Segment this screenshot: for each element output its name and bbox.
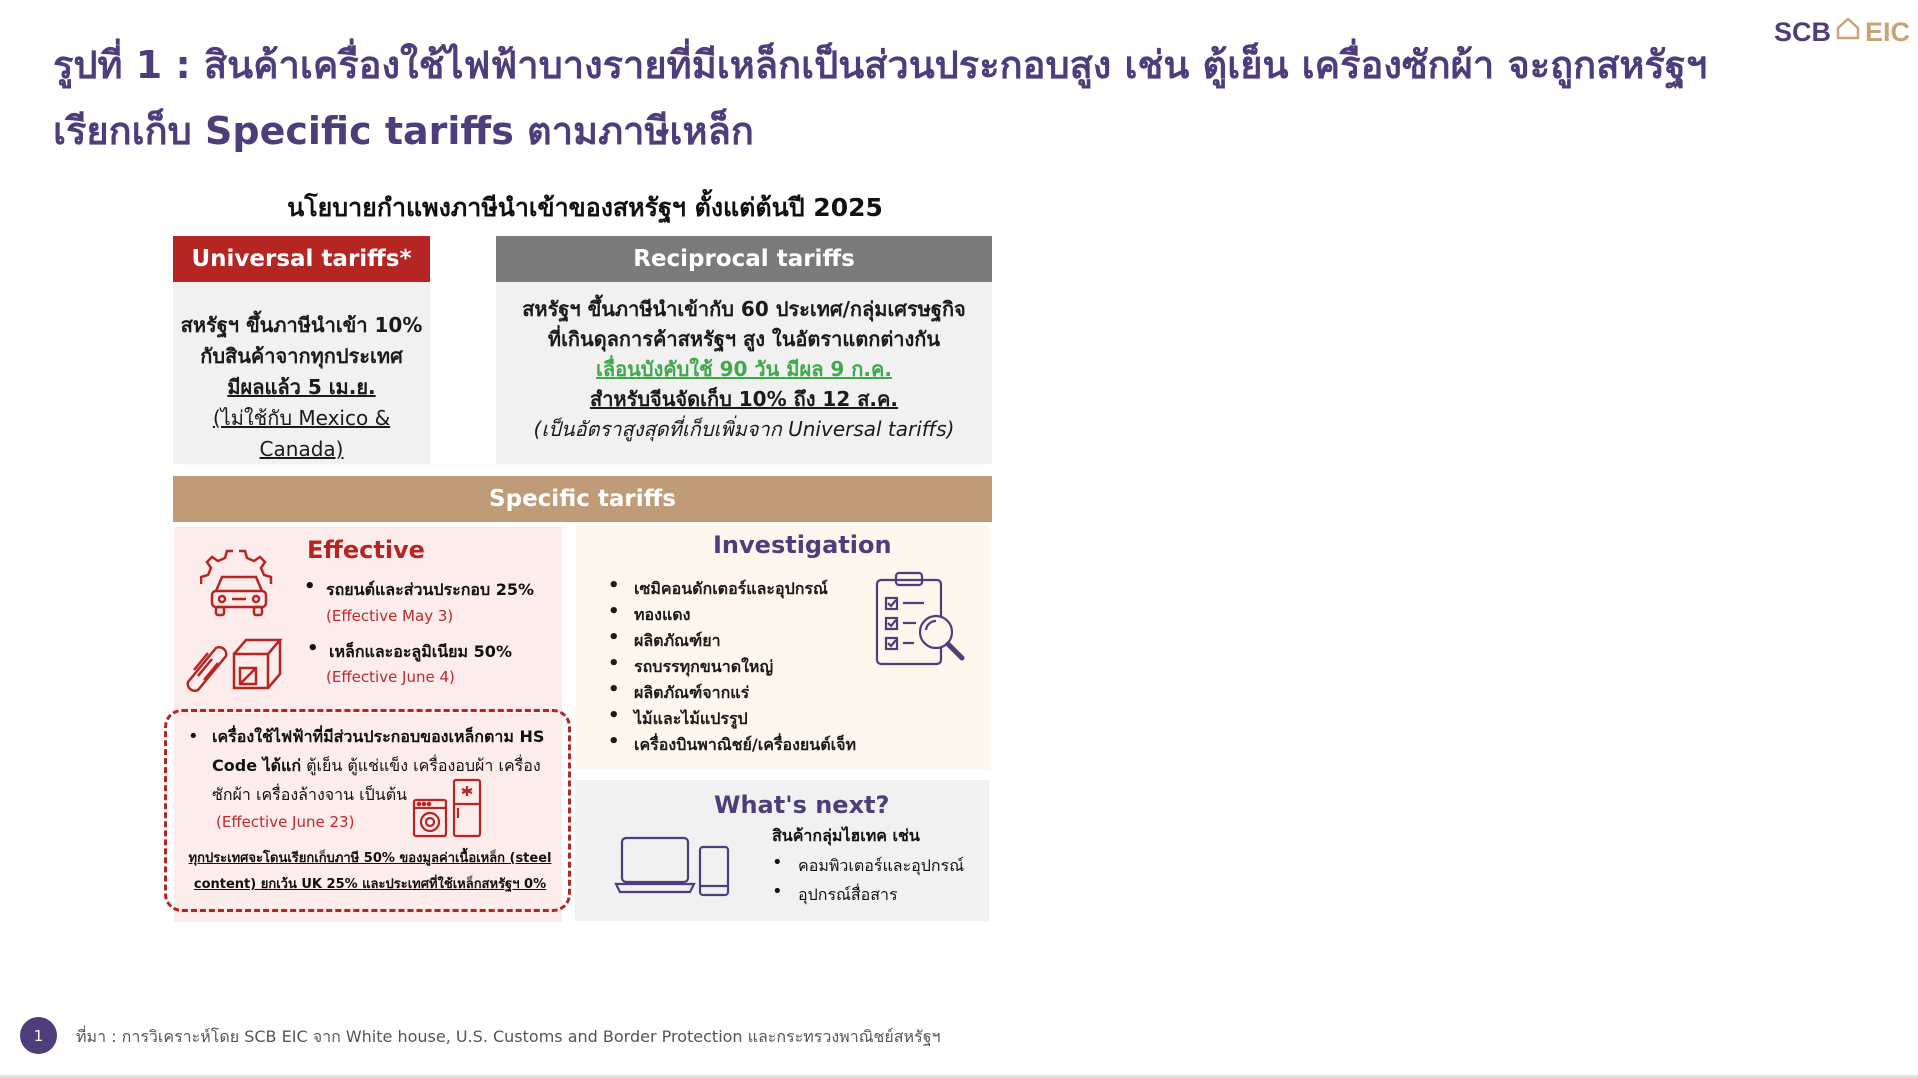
effective-item-autos-note: (Effective May 3) — [326, 607, 454, 625]
car-gear-icon — [200, 545, 278, 625]
checklist-magnifier-icon — [874, 570, 966, 672]
appliance-note: (Effective June 23) — [216, 813, 355, 831]
whats-next-item: • อุปกรณ์สื่อสาร — [798, 883, 898, 908]
title-line-2: เรียกเก็บ Specific tariffs ตามภาษีเหล็ก — [53, 109, 754, 153]
appliance-icon — [412, 778, 484, 842]
effective-item-autos: • รถยนต์และส่วนประกอบ 25% — [326, 578, 534, 603]
title-line-1: รูปที่ 1 : สินค้าเครื่องใช้ไฟฟ้าบางรายที่มีเหล็กเป็นส่วนประกอบสูง เช่น ตู้เย็น เครื่องซักผ้า จะถูกสหรัฐฯ — [53, 43, 1708, 87]
effective-item-steel: • เหล็กและอะลูมิเนียม 50% — [329, 640, 512, 665]
reciprocal-line-2: ที่เกินดุลการค้าสหรัฐฯ สูง ในอัตราแตกต่างกัน — [547, 327, 941, 351]
reciprocal-line-1: สหรัฐฯ ขึ้นภาษีนำเข้ากับ 60 ประเทศ/กลุ่มเศรษฐกิจ — [522, 297, 966, 321]
universal-tariffs-box — [173, 282, 430, 464]
specific-tariffs-header: Specific tariffs — [173, 476, 992, 522]
effective-item-steel-note: (Effective June 4) — [326, 668, 455, 686]
reciprocal-line-5: (เป็นอัตราสูงสุดที่เก็บเพิ่มจาก Universal tariffs) — [533, 417, 955, 441]
appliance-rest: ตู้เย็น ตู้แช่แข็ง เครื่องอบผ้า เครื่องซักผ้า เครื่องล้างจาน เป็นต้น — [212, 756, 541, 804]
source-note: ที่มา : การวิเคราะห์โดย SCB EIC จาก White house, U.S. Customs and Border Protection และกระทรวงพาณิชย์สหรัฐฯ — [76, 1027, 941, 1046]
investigation-item: • ผลิตภัณฑ์จากแร่ — [634, 681, 749, 706]
investigation-title: Investigation — [713, 531, 892, 559]
reciprocal-line-4: สำหรับจีนจัดเก็บ 10% ถึง 12 ส.ค. — [589, 387, 898, 411]
reciprocal-tariffs-box — [496, 282, 992, 464]
investigation-item: • ไม้และไม้แปรรูป — [634, 707, 748, 732]
effective-title: Effective — [307, 536, 425, 564]
whats-next-lead: สินค้ากลุ่มไฮเทค เช่น — [772, 826, 920, 845]
universal-tariffs-header: Universal tariffs* — [173, 236, 430, 282]
phone-icon — [697, 844, 731, 902]
investigation-item: • ทองแดง — [634, 603, 690, 628]
investigation-item: • เครื่องบินพาณิชย์/เครื่องยนต์เจ็ท — [634, 733, 856, 758]
universal-line-1: สหรัฐฯ ขึ้นภาษีนำเข้า 10% — [180, 313, 423, 337]
universal-line-3: มีผลแล้ว 5 เม.ย. — [227, 375, 376, 399]
whats-next-title: What's next? — [714, 791, 890, 819]
investigation-item: • เซมิคอนดักเตอร์และอุปกรณ์ — [634, 577, 828, 602]
policy-subtitle: นโยบายกำแพงภาษีนำเข้าของสหรัฐฯ ตั้งแต่ต้นปี 2025 — [287, 193, 883, 222]
investigation-item: • รถบรรทุกขนาดใหญ่ — [634, 655, 773, 680]
page-number-badge: 1 — [20, 1017, 57, 1054]
scb-eic-logo — [1774, 16, 1910, 49]
universal-line-2: กับสินค้าจากทุกประเทศ — [200, 344, 403, 368]
whats-next-item: • คอมพิวเตอร์และอุปกรณ์ — [798, 854, 964, 879]
appliance-description — [212, 722, 557, 809]
universal-line-4: (ไม่ใช้กับ Mexico & Canada) — [212, 406, 391, 461]
appliance-steel-content-footnote: ทุกประเทศจะโดนเรียกเก็บภาษี 50% ของมูลค่าเนื้อเหล็ก (steel content) ยกเว้น UK 25% และประเทศที่ใช้เหล็กสหรัฐฯ 0% — [188, 851, 552, 892]
logo-eic: EIC — [1865, 17, 1911, 47]
reciprocal-line-3: เลื่อนบังคับใช้ 90 วัน มีผล 9 ก.ค. — [596, 357, 892, 381]
laptop-icon — [614, 834, 696, 900]
logo-scb: SCB — [1774, 17, 1832, 47]
home-icon — [1835, 16, 1861, 49]
reciprocal-tariffs-header: Reciprocal tariffs — [496, 236, 992, 282]
appliance-bold: เครื่องใช้ไฟฟ้าที่มีส่วนประกอบของเหล็กตาม HS Code ได้แก่ — [212, 727, 545, 775]
page-title — [53, 32, 1753, 164]
investigation-item: • ผลิตภัณฑ์ยา — [634, 629, 721, 654]
